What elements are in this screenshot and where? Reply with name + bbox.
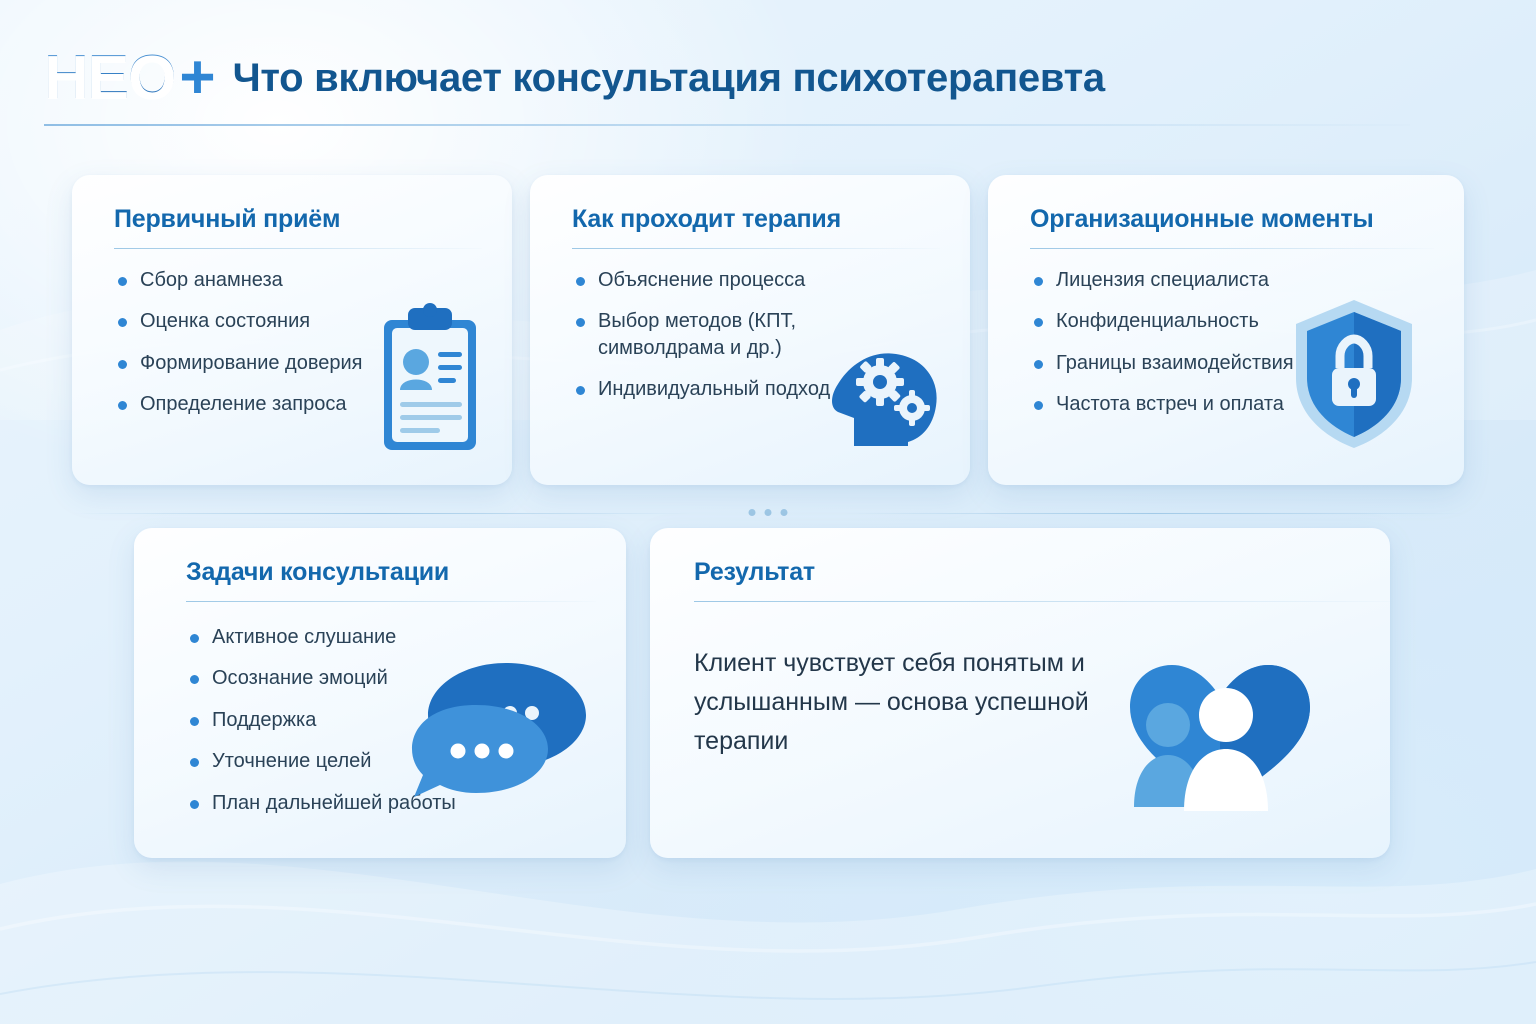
- list-item: Конфиденциальность: [1030, 308, 1360, 334]
- list-item: Выбор методов (КПТ, символдрама и др.): [572, 308, 822, 361]
- card-divider: [694, 601, 1390, 602]
- list-item: Лицензия специалиста: [1030, 267, 1360, 293]
- card-organizational: [988, 175, 1464, 485]
- list-item: Формирование доверия: [114, 350, 444, 376]
- list-item: Индивидуальный подход: [572, 376, 852, 402]
- plus-icon: +: [179, 43, 215, 112]
- shield-lock-icon: [1284, 294, 1424, 459]
- card-title: Задачи консультации: [186, 558, 450, 586]
- card-consultation-tasks: [134, 528, 626, 858]
- divider-dots: [749, 509, 788, 516]
- row-divider: [72, 508, 1464, 520]
- head-gears-icon: [824, 326, 944, 461]
- list-item: Уточнение целей: [186, 748, 516, 774]
- card-title: Первичный приём: [114, 205, 341, 233]
- list-item: Осознание эмоций: [186, 665, 516, 691]
- people-heart-icon: [1090, 639, 1350, 824]
- card-title: Результат: [694, 558, 815, 586]
- card-bullet-list: [572, 267, 852, 403]
- list-item: Активное слушание: [186, 624, 516, 650]
- card-primary-appointment: [72, 175, 512, 485]
- chat-bubbles-icon: [410, 657, 600, 812]
- list-item: План дальнейшей работы: [186, 790, 516, 816]
- card-title: Организационные моменты: [1030, 205, 1374, 233]
- list-item: Границы взаимодействия: [1030, 350, 1360, 376]
- card-divider: [186, 601, 596, 602]
- card-result: [650, 528, 1390, 858]
- brand-logo: [44, 43, 215, 112]
- clipboard-icon: [370, 302, 490, 467]
- list-item: Определение запроса: [114, 391, 444, 417]
- page-title: Что включает консультация психотерапевта: [232, 55, 1105, 100]
- list-item: Объяснение процесса: [572, 267, 852, 293]
- list-item: Сбор анамнеза: [114, 267, 444, 293]
- result-text: Клиент чувствует себя понятым и услышанным — основа успешной терапии: [694, 649, 1089, 755]
- list-item: Поддержка: [186, 707, 516, 733]
- card-therapy-process: [530, 175, 970, 485]
- header-divider: [44, 124, 1410, 126]
- card-divider: [1030, 248, 1434, 249]
- card-divider: [572, 248, 940, 249]
- card-divider: [114, 248, 482, 249]
- list-item: Оценка состояния: [114, 308, 444, 334]
- page-header: [44, 42, 1410, 134]
- card-title: Как проходит терапия: [572, 205, 841, 233]
- list-item: Частота встреч и оплата: [1030, 391, 1360, 417]
- brand-logo-text: HEO: [44, 43, 176, 112]
